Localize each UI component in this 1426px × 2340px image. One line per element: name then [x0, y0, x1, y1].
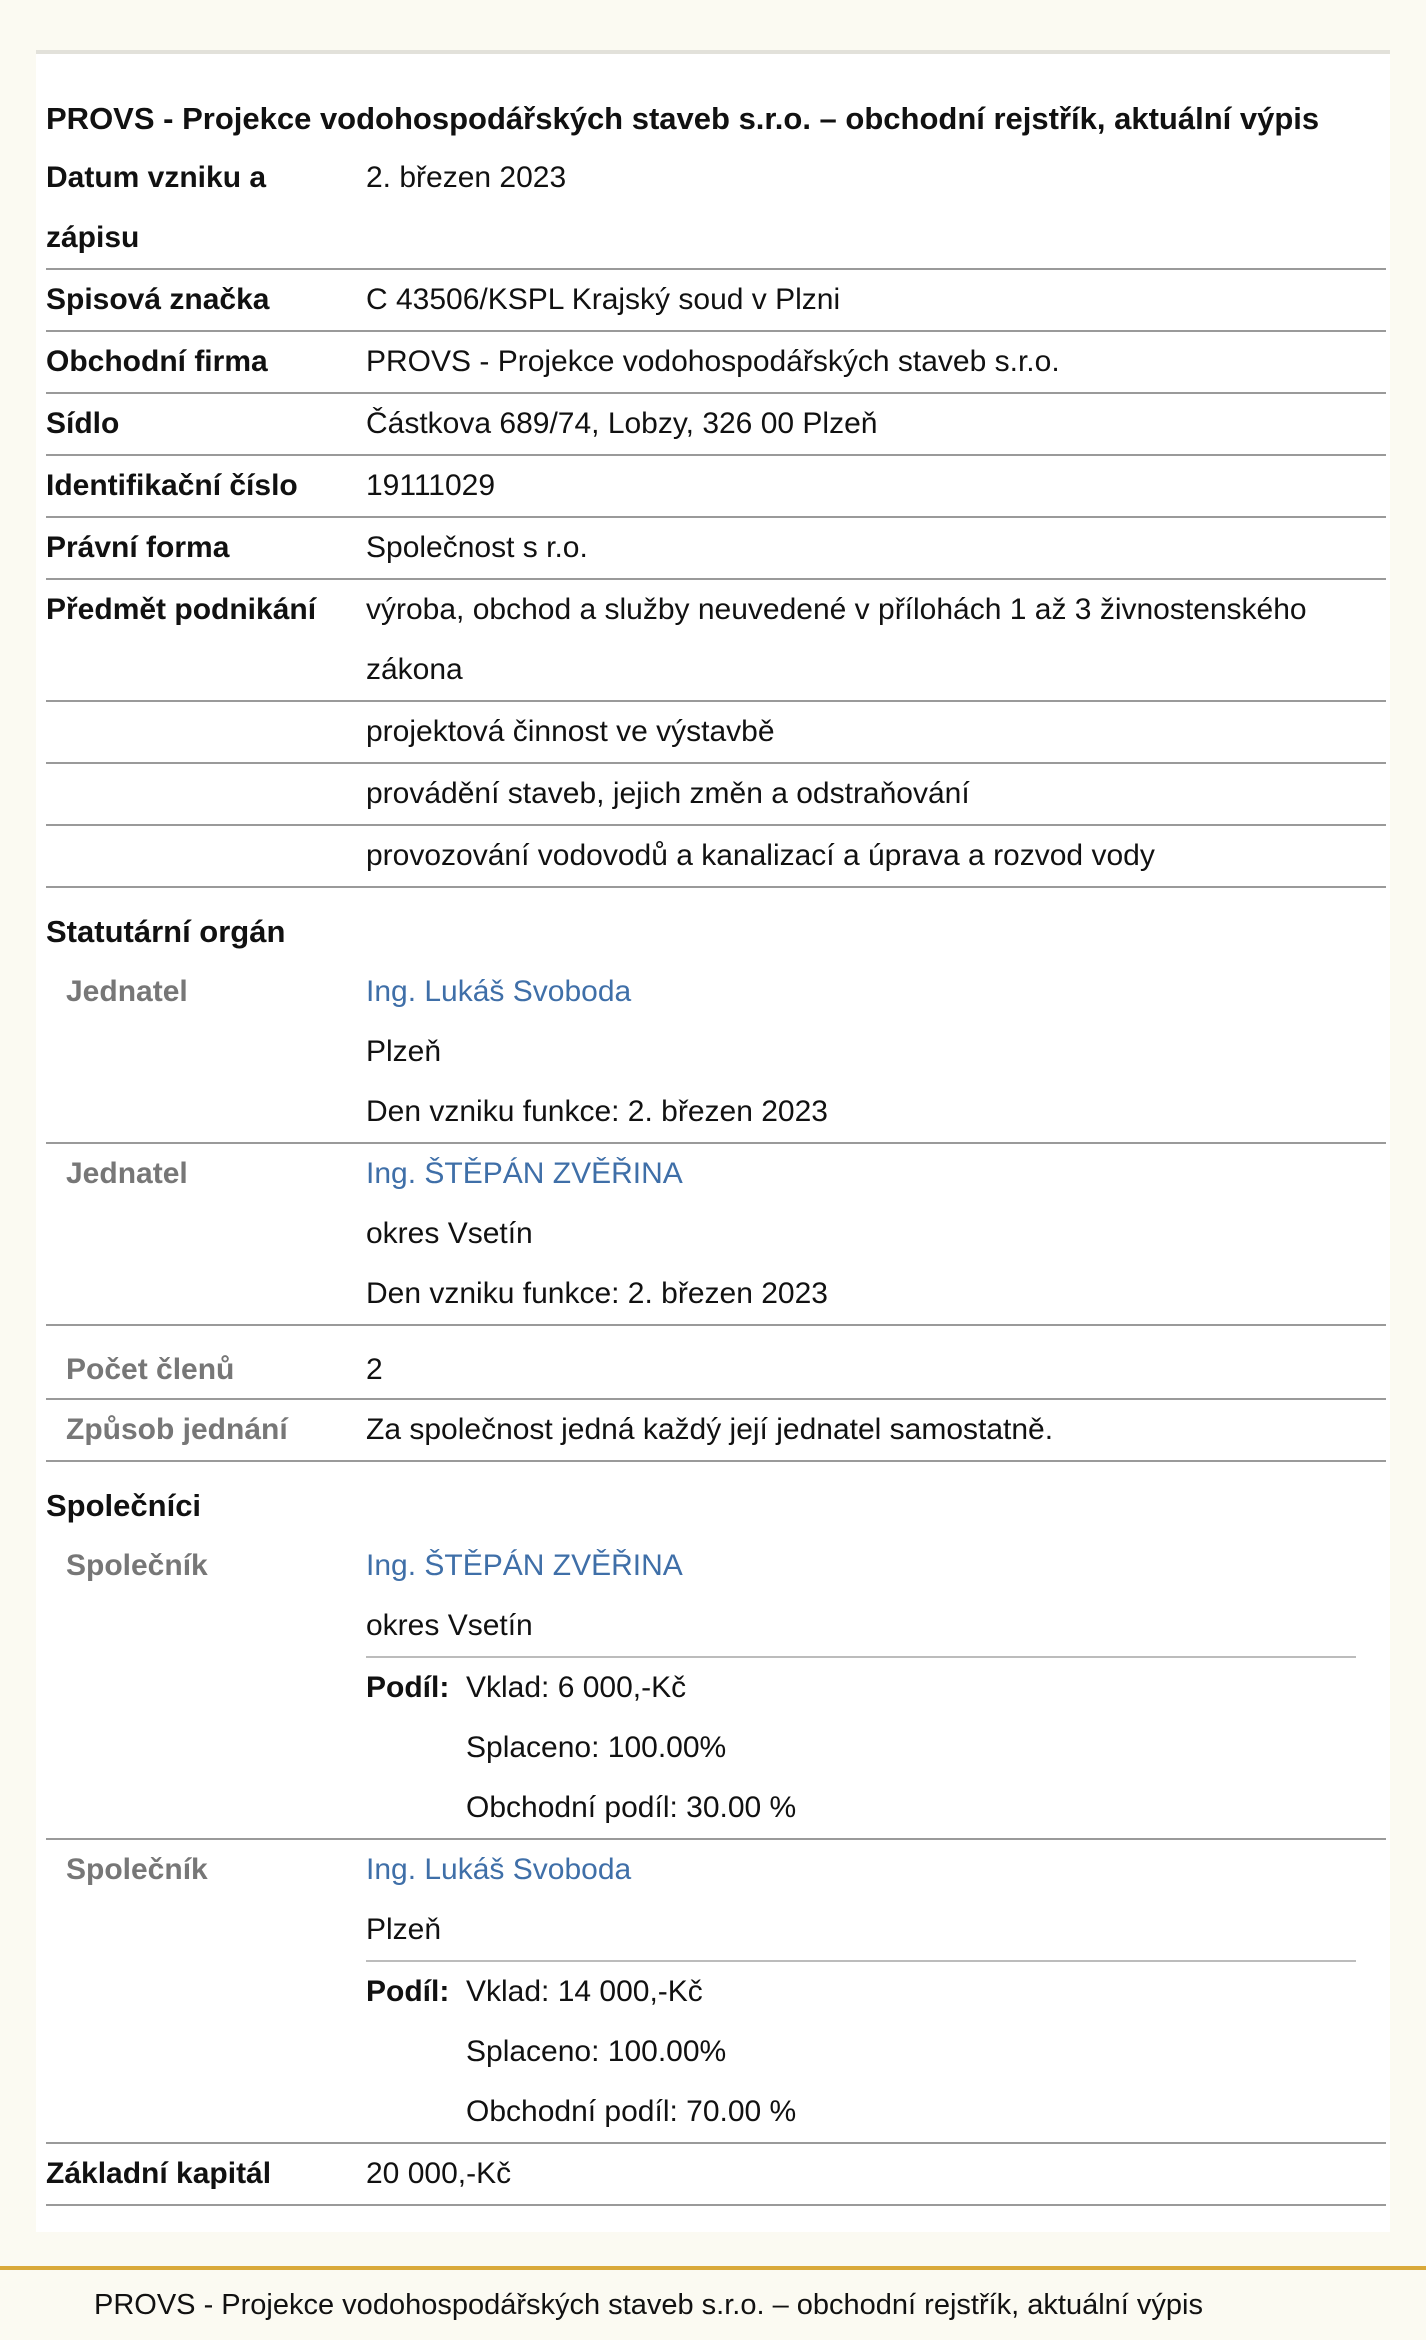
section-statutarni-organ: Statutární orgán — [46, 914, 286, 949]
podil-label: Podíl: — [366, 1975, 450, 2008]
spolecnik-2-splaceno: Splaceno: 100.00% — [466, 2035, 727, 2068]
label-identifikacni-cislo: Identifikační číslo — [46, 469, 298, 502]
label-zpusob-jednani: Způsob jednání — [66, 1413, 288, 1446]
value-pocet-clenu: 2 — [366, 1353, 383, 1386]
label-spisova-znacka: Spisová značka — [46, 283, 270, 316]
label-empty — [46, 702, 366, 762]
label-empty — [46, 764, 366, 824]
value-spolecnik-1 — [366, 1536, 1386, 1838]
spolecnik-2-name-link[interactable]: Ing. Lukáš Svoboda — [366, 1853, 632, 1886]
podil-label: Podíl: — [366, 1671, 450, 1704]
spolecnik-2-place: Plzeň — [366, 1913, 442, 1946]
spolecnik-1-podil — [366, 1656, 1356, 1838]
predmet-1-line1: výroba, obchod a služby neuvedené v přílohách 1 až 3 živnostenského — [366, 593, 1307, 626]
registry-sheet — [36, 50, 1390, 2232]
jednatel-1-name-link[interactable]: Ing. Lukáš Svoboda — [366, 975, 632, 1008]
page-title: PROVS - Projekce vodohospodářských staveb s.r.o. – obchodní rejstřík, aktuální výpis — [46, 101, 1320, 136]
spolecnik-1-name-link[interactable]: Ing. ŠTĚPÁN ZVĚŘINA — [366, 1549, 683, 1582]
registry-content — [46, 54, 1386, 2206]
spolecnik-2-vklad: Vklad: 14 000,-Kč — [466, 1975, 703, 2008]
spolecnik-1-vklad: Vklad: 6 000,-Kč — [466, 1671, 687, 1704]
row-spisova-znacka — [46, 270, 1386, 332]
predmet-1-line2: zákona — [366, 653, 463, 686]
row-zakladni-kapital — [46, 2144, 1386, 2206]
jednatel-2-place: okres Vsetín — [366, 1217, 533, 1250]
value-jednatel-1 — [366, 962, 1386, 1142]
section-spolecnici: Společníci — [46, 1488, 202, 1523]
value-identifikacni-cislo: 19111029 — [366, 469, 496, 502]
podil-values — [466, 1962, 1356, 2142]
spolecnik-1-splaceno: Splaceno: 100.00% — [466, 1731, 727, 1764]
label-datum-vzniku — [46, 148, 366, 268]
value-datum-vzniku: 2. březen 2023 — [366, 161, 567, 194]
spolecnik-2-podil — [366, 1960, 1356, 2142]
label-jednatel: Jednatel — [66, 1157, 188, 1190]
label-pravni-forma: Právní forma — [46, 531, 230, 564]
spolecnik-1-obchodni-podil: Obchodní podíl: 30.00 % — [466, 1791, 797, 1824]
row-spolecnik-1 — [46, 1536, 1386, 1840]
row-datum-vzniku — [46, 148, 1386, 270]
label-datum-line2: zápisu — [46, 221, 140, 254]
value-spolecnik-2 — [366, 1840, 1386, 2142]
row-pravni-forma — [46, 518, 1386, 580]
podil-values — [466, 1658, 1356, 1838]
value-jednatel-2 — [366, 1144, 1386, 1324]
value-zpusob-jednani: Za společnost jedná každý její jednatel samostatně. — [366, 1413, 1054, 1446]
row-sidlo — [46, 394, 1386, 456]
value-predmet-1 — [366, 580, 1386, 700]
row-jednatel-1 — [46, 962, 1386, 1144]
label-sidlo: Sídlo — [46, 407, 120, 440]
jednatel-1-place: Plzeň — [366, 1035, 442, 1068]
value-obchodni-firma: PROVS - Projekce vodohospodářských staveb s.r.o. — [366, 345, 1060, 378]
value-sidlo: Částkova 689/74, Lobzy, 326 00 Plzeň — [366, 407, 878, 440]
label-zakladni-kapital: Základní kapitál — [46, 2157, 272, 2190]
label-spolecnik: Společník — [66, 1549, 208, 1582]
spolecnik-2-obchodni-podil: Obchodní podíl: 70.00 % — [466, 2095, 797, 2128]
value-predmet-4: provozování vodovodů a kanalizací a úprava a rozvod vody — [366, 839, 1155, 872]
row-predmet-podnikani-4 — [46, 826, 1386, 888]
row-zpusob-jednani — [46, 1400, 1386, 1462]
label-obchodni-firma: Obchodní firma — [46, 345, 268, 378]
row-predmet-podnikani-1 — [46, 580, 1386, 702]
row-spolecnik-2 — [46, 1840, 1386, 2144]
label-spolecnik: Společník — [66, 1853, 208, 1886]
spolecnik-1-place: okres Vsetín — [366, 1609, 533, 1642]
value-predmet-2: projektová činnost ve výstavbě — [366, 715, 775, 748]
label-datum-line1: Datum vzniku a — [46, 161, 267, 194]
value-zakladni-kapital: 20 000,-Kč — [366, 2157, 512, 2190]
jednatel-1-den-vzniku: Den vzniku funkce: 2. březen 2023 — [366, 1095, 828, 1128]
label-empty — [46, 826, 366, 886]
row-predmet-podnikani-2 — [46, 702, 1386, 764]
spacer — [46, 1326, 1386, 1336]
label-pocet-clenu: Počet členů — [66, 1353, 235, 1386]
row-identifikacni-cislo — [46, 456, 1386, 518]
value-predmet-3: provádění staveb, jejich změn a odstraňování — [366, 777, 970, 810]
row-pocet-clenu — [46, 1336, 1386, 1400]
jednatel-2-den-vzniku: Den vzniku funkce: 2. březen 2023 — [366, 1277, 828, 1310]
row-obchodni-firma — [46, 332, 1386, 394]
label-predmet-podnikani: Předmět podnikání — [46, 593, 317, 626]
value-spisova-znacka: C 43506/KSPL Krajský soud v Plzni — [366, 283, 841, 316]
row-jednatel-2 — [46, 1144, 1386, 1326]
jednatel-2-name-link[interactable]: Ing. ŠTĚPÁN ZVĚŘINA — [366, 1157, 683, 1190]
page-footer: PROVS - Projekce vodohospodářských staveb s.r.o. – obchodní rejstřík, aktuální výpis — [0, 2266, 1426, 2340]
label-jednatel: Jednatel — [66, 975, 188, 1008]
value-pravni-forma: Společnost s r.o. — [366, 531, 588, 564]
row-predmet-podnikani-3 — [46, 764, 1386, 826]
